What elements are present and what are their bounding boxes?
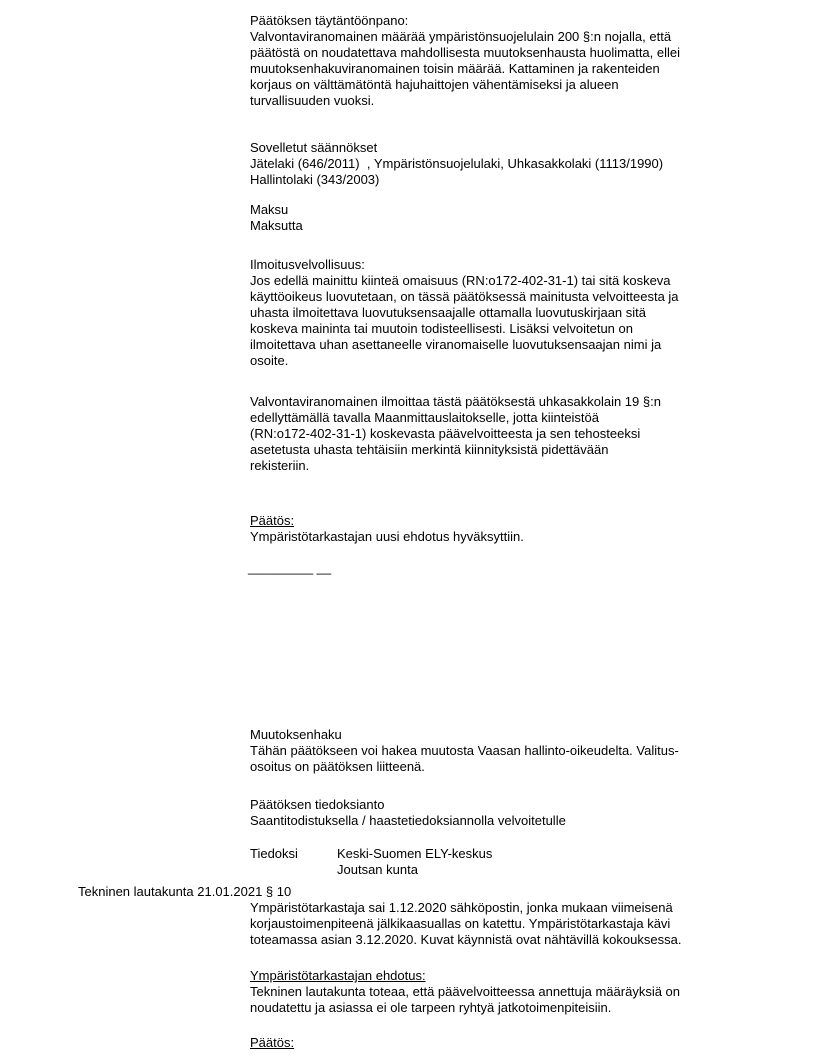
text-line: Jos edellä mainittu kiinteä omaisuus (RN:o172-402-31-1) tai sitä koskeva: [250, 273, 671, 288]
section-heading: Päätöksen tiedoksianto: [250, 797, 385, 812]
text-line: korjaustoimenpiteenä jälkikaasuallas on katettu. Ympäristötarkastaja kävi: [250, 916, 671, 931]
section-for-information: [250, 846, 790, 878]
text-line: Saantitodistuksella / haastetiedoksiannolla velvoitetulle: [250, 813, 566, 828]
text-line: noudatettu ja asiassa ei ole tarpeen ryhtyä jatkotoimenpiteisiin.: [250, 1000, 612, 1015]
text-line: päätöstä on noudatettava mahdollisesta muutoksenhausta huolimatta, ellei: [250, 45, 681, 60]
section-enforcement: [250, 13, 790, 109]
text-line: Jätelaki (646/2011) , Ympäristönsuojelulaki, Uhkasakkolaki (1113/1990): [250, 156, 664, 171]
text-line: Hallintolaki (343/2003): [250, 172, 380, 187]
text-line: (RN:o172-402-31-1) koskevasta päävelvoitteesta ja sen tehosteeksi: [250, 426, 641, 441]
section-heading: Ilmoitusvelvollisuus:: [250, 257, 365, 272]
section-heading: Maksu: [250, 202, 289, 217]
text-line: edellyttämällä tavalla Maanmittauslaitokselle, jotta kiinteistöä: [250, 410, 600, 425]
recipient: Joutsan kunta: [337, 862, 418, 877]
text-line: rekisteriin.: [250, 458, 310, 473]
text-line: käyttöoikeus luovutetaan, on tässä päätöksessä mainitusta velvoitteesta ja: [250, 289, 679, 304]
text-line: turvallisuuden vuoksi.: [250, 93, 375, 108]
recipient: Keski-Suomen ELY-keskus: [337, 846, 493, 861]
text-line: toteamassa asian 3.12.2020. Kuvat käynnistä ovat nähtävillä kokouksessa.: [250, 932, 682, 947]
section-decision-second: [250, 1035, 790, 1051]
section-applied-statutes: [250, 140, 790, 188]
text-line: Tekninen lautakunta toteaa, että päävelvoitteessa annettuja määräyksiä on: [250, 984, 681, 999]
for-information-label: Tiedoksi: [250, 846, 298, 861]
section-heading: Päätös:: [250, 513, 295, 528]
section-fee: [250, 202, 790, 234]
text-line: muutoksenhakuviranomainen toisin määrää. Kattaminen ja rakenteiden: [250, 61, 660, 76]
board-margin-label: [78, 884, 478, 900]
signature-line: [248, 560, 788, 576]
section-notification-obligation: [250, 257, 790, 369]
text-line: Ympäristötarkastajan uusi ehdotus hyväksyttiin.: [250, 529, 524, 544]
section-decision-first: [250, 513, 790, 545]
text-line: koskeva maininta tai muutoin todisteellisesti. Lisäksi velvoitetun on: [250, 321, 633, 336]
section-heading: Sovelletut säännökset: [250, 140, 378, 155]
section-service-of-decision: [250, 797, 790, 829]
section-heading: Muutoksenhaku: [250, 727, 342, 742]
text-line: osoite.: [250, 353, 289, 368]
text-line: osoitus on päätöksen liitteenä.: [250, 759, 425, 774]
for-information-recipients: [337, 846, 790, 878]
text-line: uhasta ilmoitettava luovutuksensaajalle ottamalla luovutuskirjaan sitä: [250, 305, 646, 320]
text-line: _________ __: [248, 560, 332, 575]
text-line: Valvontaviranomainen määrää ympäristönsuojelulain 200 §:n nojalla, että: [250, 29, 672, 44]
section-board-entry: [250, 900, 790, 948]
section-appeal: [250, 727, 790, 775]
text-line: Maksutta: [250, 218, 303, 233]
section-heading: Ympäristötarkastajan ehdotus:: [250, 968, 426, 983]
section-registry-notice: [250, 394, 790, 474]
section-inspector-proposal: [250, 968, 790, 1016]
text-line: Tekninen lautakunta 21.01.2021 § 10: [78, 884, 292, 899]
text-line: ilmoitettava uhan asettaneelle viranomaiselle luovutuksensaajan nimi ja: [250, 337, 662, 352]
text-line: Tähän päätökseen voi hakea muutosta Vaasan hallinto-oikeudelta. Valitus-: [250, 743, 679, 758]
section-heading: Päätöksen täytäntöönpano:: [250, 13, 409, 28]
section-heading: Päätös:: [250, 1035, 295, 1050]
text-line: korjaus on välttämätöntä hajuhaittojen vähentämiseksi ja alueen: [250, 77, 619, 92]
text-line: asetetusta uhasta tehtäisiin merkintä kiinnityksistä pidettävään: [250, 442, 609, 457]
text-line: Ympäristötarkastaja sai 1.12.2020 sähköpostin, jonka mukaan viimeisenä: [250, 900, 673, 915]
text-line: Valvontaviranomainen ilmoittaa tästä päätöksestä uhkasakkolain 19 §:n: [250, 394, 661, 409]
